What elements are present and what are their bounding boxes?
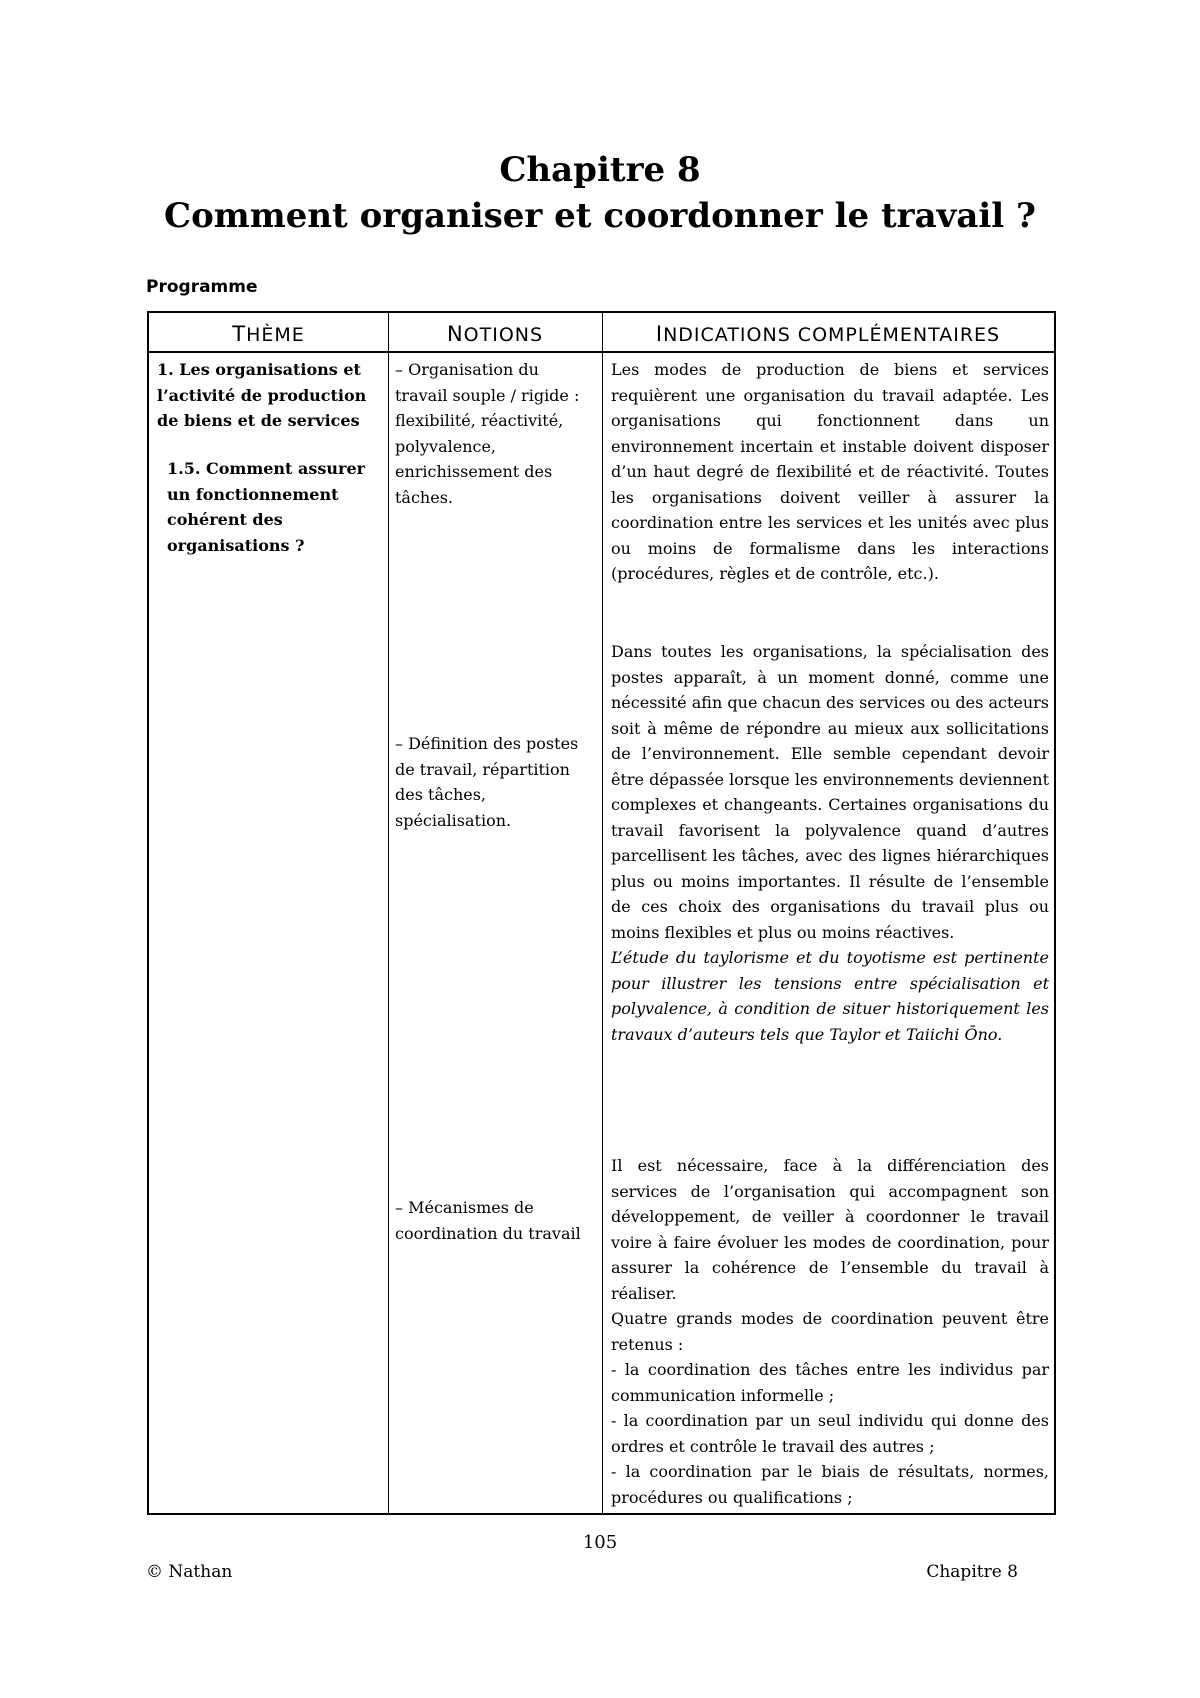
- indication-italic-note: L’étude du taylorisme et du toyotisme est pertinente pour illustrer les tensions entre spécialisation et polyvalence, à condition de situer historiquement les travaux d’auteurs tels que Taylor et Taiichi Ōno.: [611, 948, 1049, 1044]
- page-number: 105: [582, 1532, 618, 1553]
- chapter-number-title: Chapitre 8: [499, 150, 701, 190]
- indication-paragraph: Il est nécessaire, face à la différenciation des services de l’organisation qui accompagnent son développement, de veiller à coordonner le travail voire à faire évoluer les modes de coordination, pour assurer la cohérence de l’ensemble du travail à réaliser.: [611, 1156, 1049, 1303]
- notion-organisation: – Organisation du travail souple / rigide : flexibilité, réactivité, polyvalence, enrichissement des tâches.: [395, 360, 580, 507]
- indication-block-1: [611, 357, 1049, 587]
- footer-copyright: © Nathan: [146, 1562, 233, 1582]
- header-indications: INDICATIONS COMPLÉMENTAIRES: [655, 322, 1001, 346]
- section-label: Programme: [146, 277, 258, 297]
- indication-bullet: - la coordination des tâches entre les individus par communication informelle ;: [611, 1360, 1049, 1405]
- notion-coordination: – Mécanismes de coordination du travail: [395, 1198, 581, 1243]
- programme-table: [147, 311, 1056, 1515]
- header-divider: [149, 351, 1054, 353]
- header-notions: NOTIONS: [446, 322, 544, 346]
- chapter-question-title: Comment organiser et coordonner le travail ?: [164, 196, 1036, 236]
- column-divider: [388, 313, 389, 1513]
- footer-chapter-label: Chapitre 8: [926, 1562, 1018, 1582]
- indication-bullet: - la coordination par le biais de résultats, normes, procédures ou qualifications ;: [611, 1462, 1049, 1507]
- indication-paragraph: Quatre grands modes de coordination peuvent être retenus :: [611, 1309, 1049, 1354]
- notion-definition-postes: – Définition des postes de travail, répartition des tâches, spécialisation.: [395, 734, 579, 830]
- indication-block-3: [611, 1153, 1049, 1510]
- indication-paragraph: Dans toutes les organisations, la spécialisation des postes apparaît, à un moment donné, comme une nécessité afin que chacun des services ou des acteurs soit à même de répondre au mieux aux sollicitations de l’environnement. Elle semble cependant devoir être dépassée lorsque les environnements deviennent complexes et changeants. Certaines organisations du travail favorisent la polyvalence quand d’autres parcellisent les tâches, avec des lignes hiérarchiques plus ou moins importantes. Il résulte de l’ensemble de ces choix des organisations du travail plus ou moins flexibles et plus ou moins réactives.: [611, 642, 1049, 942]
- indication-block-2: [611, 639, 1049, 1047]
- indication-bullet: - la coordination par un seul individu qui donne des ordres et contrôle le travail des autres ;: [611, 1411, 1049, 1456]
- theme-main: 1. Les organisations et l’activité de production de biens et de services: [157, 360, 367, 430]
- column-divider: [602, 313, 603, 1513]
- indication-paragraph: Les modes de production de biens et services requièrent une organisation du travail adaptée. Les organisations qui fonctionnent dans un environnement incertain et instable doivent disposer d’un haut degré de flexibilité et de réactivité. Toutes les organisations doivent veiller à assurer la coordination entre les services et les unités avec plus ou moins de formalisme dans les interactions (procédures, règles et de contrôle, etc.).: [611, 360, 1049, 583]
- theme-sub: 1.5. Comment assurer un fonctionnement cohérent des organisations ?: [167, 459, 366, 555]
- header-theme: THÈME: [232, 322, 305, 346]
